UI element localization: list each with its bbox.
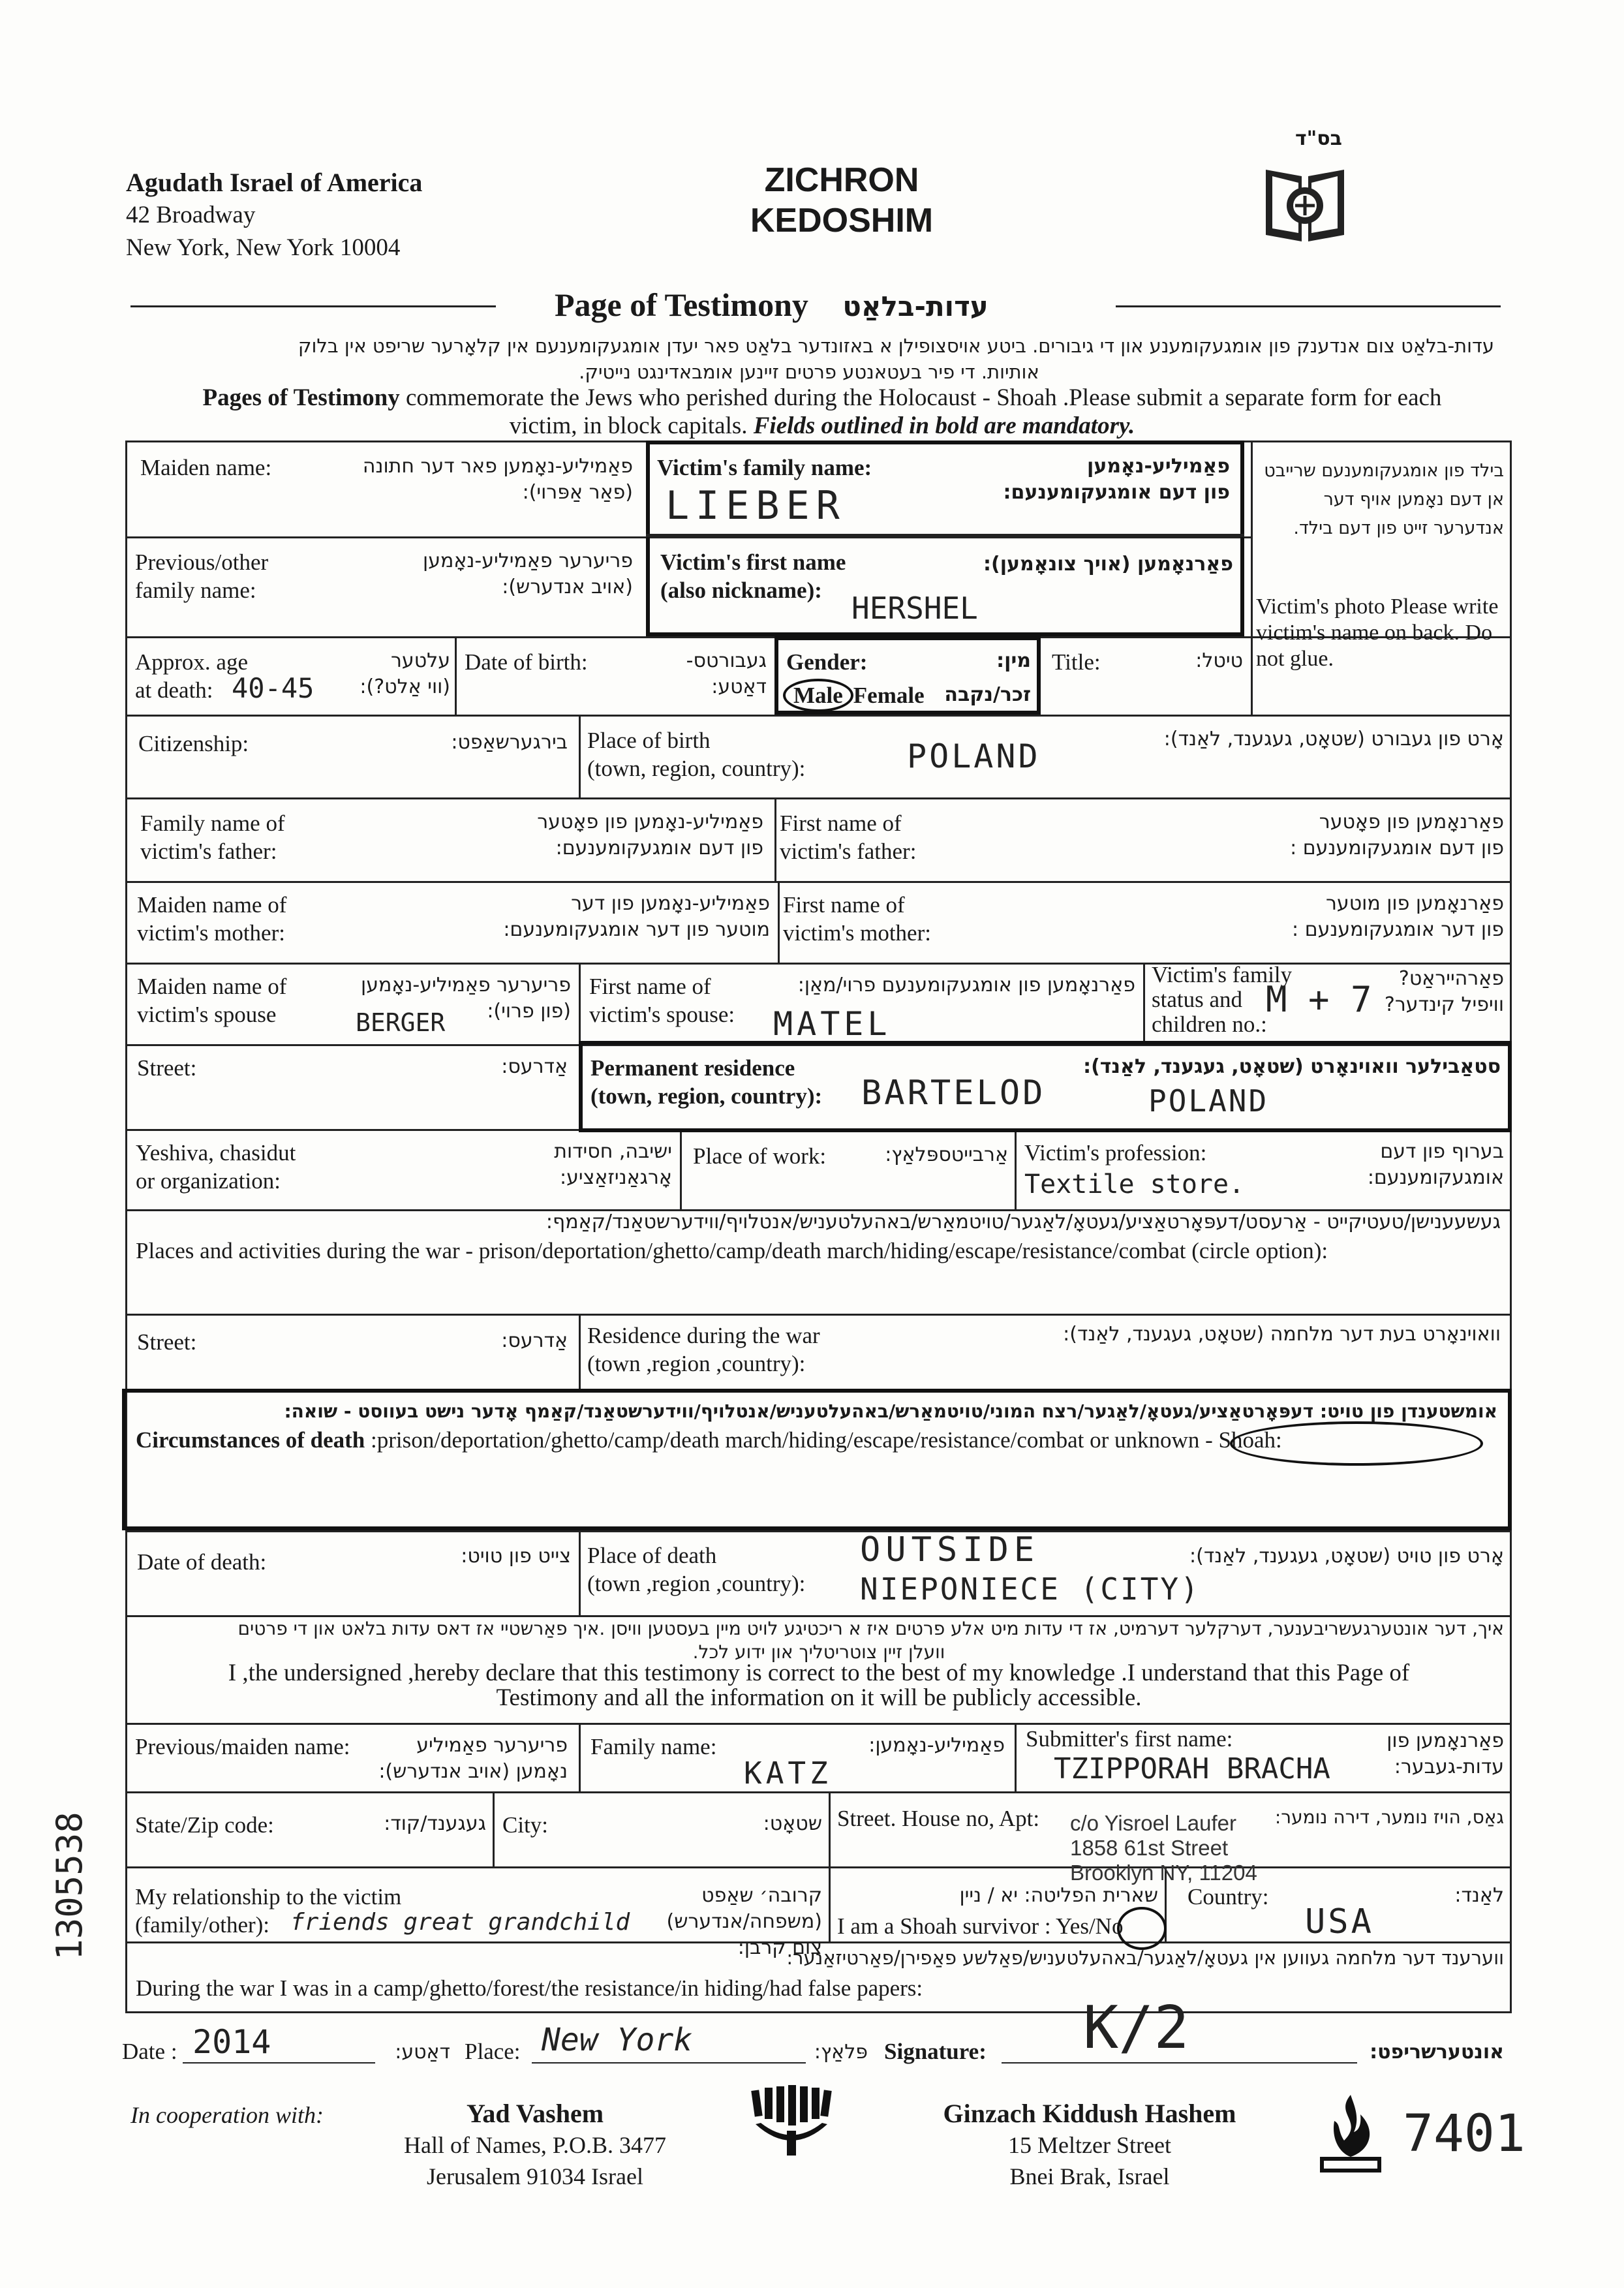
permanent-residence-he: סטאַבילער וואוינאָרט (שטאָט, געגענד, לאַנד): [1083, 1055, 1501, 1078]
citizenship-label: Citizenship: [138, 731, 249, 756]
date-of-birth-label: Date of birth: [465, 649, 588, 675]
col-rule [579, 1314, 581, 1389]
intro-he-line-2: אותיות. די פיר בעטאנטע פרטים זיינען אומבאדינגט נייטיק. [579, 361, 1039, 383]
permanent-residence-value-1[interactable]: BARTELOD [861, 1074, 1046, 1113]
approx-age-value[interactable]: 40-45 [232, 672, 314, 704]
intro-he-line-1: עדות-בלאַט צום אנדענק פון אומגעקומענע און די גיבורים. ביטע אויסצופילן א באזונדער בלאַט פאר יעדן אומגעקומענעם אין קלאָרער שריפט אין בלוק [298, 335, 1494, 357]
spouse-first-name-he: פאַרנאָמען פון אומגעקומענעם פרוי/מאַן: [797, 974, 1135, 997]
gender-female-option[interactable]: Female [853, 683, 925, 708]
spouse-first-name-label: First name of victim's spouse: [589, 974, 735, 1027]
state-zip-he: געגענד/קוד: [384, 1812, 486, 1835]
mother-first-name-label: First name of victim's mother: [783, 892, 931, 946]
place-value[interactable]: New York [542, 2022, 693, 2058]
page-title-he: עדות-בלאַט [842, 290, 988, 322]
relationship-he: קרובה׳ שאַפט (משפחה/אנדערש) צום קרבן: [666, 1884, 822, 1959]
victim-first-name-value[interactable]: HERSHEL [851, 591, 978, 626]
date-of-birth-he: געבורטס- דאַטע: [686, 649, 767, 698]
date-underline [183, 2062, 375, 2064]
row-rule [125, 797, 1512, 799]
photo-box-he: בילד פון אומגעקומענעם שרייבט אן דעם נאָמען אויף דער אנדערער זייט פון דעם בילד. [1264, 461, 1504, 538]
submitter-family-name-value[interactable]: KATZ [744, 1755, 832, 1791]
survivor-label[interactable]: I am a Shoah survivor : Yes/No [837, 1913, 1124, 1939]
date-value[interactable]: 2014 [192, 2023, 271, 2061]
victim-family-name-he-2: פון דעם אומגעקומענעם: [1003, 481, 1230, 504]
mother-maiden-name-he: פאַמיליע-נאָמען פון דער מוטער פון דער אומגעקומענעם: [503, 892, 770, 941]
gender-he-2: זכר/נקבה [944, 683, 1031, 706]
submitter-first-name-value[interactable]: TZIPPORAH BRACHA [1054, 1752, 1330, 1786]
survivor-he: שארית הפליטה: יא / ניין [959, 1884, 1158, 1907]
declaration-he: איך, דער אונטערגעשריבענער, דערקלער דערמיט, אז די עדות מיט אלע פרטים איז א ריכטיגע לויט מיין בעסטען וויסן .איך פאַרשטיי אז דאס עדות בלאט און די פרטים וועלן זיין צוטריטליך און ידוע לכל. [237, 1618, 1504, 1663]
title-line-1: ZICHRON [764, 161, 919, 199]
signature-label: Signature: [884, 2039, 987, 2064]
war-street-label: Street: [137, 1329, 197, 1355]
spouse-maiden-name-he: פריערער פאַמיליע-נאָמען (פון פרוי): [361, 974, 571, 1023]
row-rule [125, 1723, 1512, 1725]
place-of-death-label: Place of death (town ,region ,country): [587, 1543, 806, 1596]
col-rule [1143, 963, 1145, 1044]
row-rule [125, 1791, 1512, 1793]
ginzach-flame-logo [1315, 2092, 1387, 2176]
victim-first-name-he: פאַרנאָמען (אויך צונאָמען): [983, 553, 1233, 576]
org-city: New York, New York 10004 [126, 234, 401, 261]
side-number: 1305538 [49, 1812, 90, 1960]
relationship-label: My relationship to the victim (family/other): [135, 1884, 402, 1938]
profession-value[interactable]: Textile store. [1024, 1169, 1245, 1199]
corner-number: 7401 [1403, 2105, 1525, 2163]
place-label: Place: [465, 2039, 521, 2064]
father-family-name-he: פאַמיליע-נאָמען פון פאָטער פון דעם אומגעקומענעם: [537, 811, 763, 859]
approx-age-he: עלטער (ווי אַלט?): [360, 649, 450, 698]
declaration-en: I ,the undersigned ,hereby declare that this testimony is correct to the best of my knowledge .I understand that this Page of Testimony and all the information on it will be publicly accessible. [228, 1660, 1410, 1711]
mother-maiden-name-label: Maiden name of victim's mother: [137, 892, 287, 946]
col-rule [680, 1129, 682, 1209]
col-rule [1251, 441, 1253, 715]
yad-vashem-block [378, 2098, 692, 2192]
family-status-value[interactable]: M + 7 [1266, 979, 1372, 1020]
maiden-name-he: פאַמיליע-נאָמען פאר דער חתונה (פאַר אַפּרוי): [362, 455, 633, 504]
title-he: טיטל: [1195, 649, 1243, 672]
place-underline [532, 2062, 806, 2064]
place-he: פּלאַץ: [814, 2041, 868, 2064]
spouse-maiden-name-value[interactable]: BERGER [356, 1008, 446, 1037]
col-rule [778, 881, 780, 963]
submitter-family-name-he: פאַמיליע-נאָמען: [868, 1734, 1005, 1757]
victim-family-name-he [946, 454, 1230, 506]
war-residence-label: Residence during the war (town ,region ,country): [587, 1323, 820, 1376]
survivor-no-circle[interactable] [1117, 1907, 1167, 1950]
row-rule [125, 1866, 1512, 1868]
form-title [666, 160, 1018, 241]
permanent-residence-label: Permanent residence (town, region, country): [590, 1055, 823, 1109]
gender-label: Gender: [786, 649, 868, 675]
title-rule-right [1116, 305, 1501, 307]
father-first-name-label: First name of victim's father: [780, 811, 917, 864]
circumstances-he: אומשטענדן פון טויט: דעפּאָרטאַציע/געטאָ/לאַגער/רצח המוני/טויטמאַרש/באהעלטעניש/אנטלויף/ווידערשטאַנד/קאַמף אָדער נישט בעווסט - שואה: [284, 1400, 1497, 1422]
place-of-death-he: אָרט פון טויט (שטאָט, געגענד, לאַנד): [1189, 1545, 1504, 1568]
place-of-birth-label: Place of birth (town, region, country): [587, 728, 806, 781]
mother-first-name-he: פאַרנאָמען פון מוטער פון דער אומגעקומענעם : [1292, 892, 1504, 941]
row-rule [125, 881, 1512, 883]
yad-vashem-line-2: Jerusalem 91034 Israel [427, 2163, 643, 2189]
submitter-first-name-he: פאַרנאָמען פון עדות-געבער: [1387, 1729, 1504, 1778]
date-label: Date : [122, 2039, 177, 2064]
intro-en-line-2a: victim, in block capitals. [509, 412, 754, 439]
place-of-birth-he: אָרט פון געבורט (שטאָט, געגענד, לאַנד): [1163, 728, 1504, 750]
col-rule [579, 1723, 581, 1791]
yad-vashem-line-1: Hall of Names, P.O.B. 3477 [404, 2132, 666, 2158]
agudah-logo [1263, 160, 1347, 245]
intro-he [124, 333, 1494, 385]
submitter-street-label: Street. House no, Apt: [837, 1806, 1040, 1831]
title-rule-left [130, 305, 496, 307]
ginzach-block [907, 2098, 1272, 2192]
ginzach-line-2: Bnei Brak, Israel [1009, 2163, 1170, 2189]
family-status-label: Victim's family status and children no.: [1152, 962, 1293, 1037]
col-rule [579, 715, 581, 797]
bsd-mark: בס"ד [1295, 127, 1342, 150]
col-rule [829, 1791, 831, 1941]
circumstances-label: Circumstances of death :prison/deportation/ghetto/camp/death march/hiding/escape/resistance/combat or unknown - Shoah: [136, 1427, 1282, 1453]
street-label: Street: [137, 1055, 197, 1081]
intro-en-bold: Pages of Testimony [202, 384, 400, 411]
war-residence-he: וואוינאָרט בעת דער מלחמה (שטאָט, געגענד, לאַנד): [1063, 1323, 1501, 1346]
page-title-en: Page of Testimony [555, 286, 808, 323]
intro-en-line-1: commemorate the Jews who perished during the Holocaust - Shoah .Please submit a separate form for each [399, 384, 1442, 411]
row-rule [125, 715, 1512, 717]
spouse-first-name-value[interactable]: MATEL [773, 1005, 891, 1043]
title-label: Title: [1052, 649, 1101, 675]
col-rule [1015, 1129, 1017, 1209]
submitter-previous-name-label: Previous/maiden name: [135, 1734, 350, 1759]
submitter-street-he: גאַס, הויז נומער, דירה נומער: [1274, 1806, 1504, 1828]
war-street-he: אַדרעס: [501, 1329, 568, 1352]
victim-names-divider [646, 534, 1244, 537]
previous-family-name-label: Previous/other family name: [135, 549, 269, 603]
maiden-name-label: Maiden name: [140, 455, 272, 480]
profession-he: בערוף פון דעם אומגעקומענעם: [1367, 1140, 1504, 1189]
previous-family-name-he: פריערער פאַמיליע-נאָמען (אויב אנדערש): [423, 549, 633, 598]
photo-box-en: Victim's photo Please write victim's name on back. Do not glue. [1256, 595, 1499, 671]
victim-family-name-he-1: פאַמיליע-נאָמען [1087, 455, 1230, 478]
date-of-death-he: צייט פון טויט: [461, 1545, 571, 1568]
row-rule [125, 1530, 1512, 1532]
war-activities-label: Places and activities during the war - prison/deportation/ghetto/camp/death march/hiding/escape/resistance/combat (circle option): [136, 1238, 1328, 1263]
approx-age-label: Approx. age at death: [135, 649, 249, 703]
place-of-work-he: אַרבייטספּלאַץ: [885, 1143, 1008, 1166]
signature-he: אונטערשריפט: [1370, 2041, 1504, 2064]
war-status-he: ווערענד דער מלחמה געווען אין געטאָ/לאַגער/באהעלטעניש/פאַלשע פאַפירן/פאַרטיזאַנער: [786, 1947, 1504, 1969]
war-activities-he: געשעענישן/טעטיקייט - אַרעסט/דעפּאָרטאַציע/געטאָ/לאַגער/טויטמאַרש/באהעלטעניש/אנטלויף/ווידערשטאַנד/קאַמף: [545, 1211, 1501, 1233]
father-first-name-he: פאַרנאָמען פון פאָטער פון דעם אומגעקומענעם : [1290, 811, 1504, 859]
org-name: Agudath Israel of America [126, 168, 423, 197]
unknown-circle[interactable] [1230, 1421, 1483, 1466]
cooperation-label: In cooperation with: [130, 2102, 324, 2128]
signature-underline [1002, 2062, 1357, 2064]
org-block [126, 166, 422, 264]
gender-he: מין: [996, 649, 1031, 672]
col-rule [579, 963, 581, 1044]
victim-family-name-label: Victim's family name: [657, 455, 872, 480]
row-rule [125, 1314, 1512, 1316]
gender-options[interactable] [783, 679, 925, 712]
date-of-death-label: Date of death: [137, 1549, 267, 1575]
yeshiva-label: Yeshiva, chasidut or organization: [136, 1140, 296, 1194]
date-he: דאַטע: [395, 2041, 450, 2064]
place-of-work-label: Place of work: [693, 1143, 827, 1169]
country-label: Country: [1187, 1884, 1269, 1909]
country-value[interactable]: USA [1305, 1902, 1374, 1941]
place-of-death-value-2[interactable]: NIEPONIECE (CITY) [860, 1571, 1201, 1607]
place-of-birth-value[interactable]: POLAND [907, 737, 1041, 775]
relationship-value[interactable]: friends great grandchild [290, 1909, 630, 1936]
victim-first-name-label: Victim's first name (also nickname): [660, 549, 846, 603]
col-rule [1015, 1723, 1017, 1791]
victim-family-name-value[interactable]: LIEBER [666, 483, 846, 529]
city-label: City: [502, 1812, 549, 1838]
ginzach-title: Ginzach Kiddush Hashem [943, 2099, 1236, 2128]
father-family-name-label: Family name of victim's father: [140, 811, 285, 864]
permanent-residence-value-2[interactable]: POLAND [1148, 1083, 1269, 1119]
col-rule [774, 797, 776, 881]
intro-en-line-2b: Fields outlined in bold are mandatory. [753, 412, 1135, 439]
yeshiva-he: ישיבה, חסידות אָרגאַניזאַציע: [554, 1140, 672, 1189]
spouse-maiden-name-label: Maiden name of victim's spouse [137, 974, 287, 1027]
submitter-street-value[interactable]: c/o Yisroel Laufer 1858 61st Street Brooklyn NY, 11204 [1070, 1811, 1257, 1885]
signature-value[interactable]: K/2 [1083, 1994, 1189, 2062]
submitter-family-name-label: Family name: [590, 1734, 717, 1759]
war-status-label: During the war I was in a camp/ghetto/forest/the resistance/in hiding/had false papers: [136, 1975, 923, 2001]
page-title [555, 286, 988, 324]
city-he: שטאָט: [763, 1812, 822, 1835]
col-rule [579, 1530, 581, 1615]
col-rule [493, 1791, 495, 1866]
gender-male-option[interactable]: Male [783, 679, 853, 712]
street-he: אַדרעס: [501, 1055, 568, 1078]
title-line-2: KEDOSHIM [750, 202, 934, 240]
row-rule [125, 963, 1512, 965]
profession-label: Victim's profession: [1024, 1140, 1207, 1166]
country-he: לאַנד: [1454, 1884, 1504, 1907]
col-rule [455, 636, 457, 715]
place-of-death-value-1[interactable]: OUTSIDE [860, 1530, 1040, 1569]
yad-vashem-title: Yad Vashem [466, 2099, 604, 2128]
family-status-he: פאַרהייראַט? וויפיל קינדער? [1384, 967, 1504, 1016]
org-street: 42 Broadway [126, 202, 256, 228]
state-zip-label: State/Zip code: [135, 1812, 274, 1838]
yad-vashem-logo [749, 2085, 834, 2157]
submitter-previous-name-he: פריערער פאַמיליע נאָמען (אויב אנדערש): [378, 1734, 568, 1783]
intro-en [130, 384, 1514, 440]
ginzach-line-1: 15 Meltzer Street [1008, 2132, 1171, 2158]
submitter-first-name-label: Submitter's first name: [1026, 1726, 1233, 1752]
citizenship-he: בירגערשאַפט: [451, 731, 568, 754]
